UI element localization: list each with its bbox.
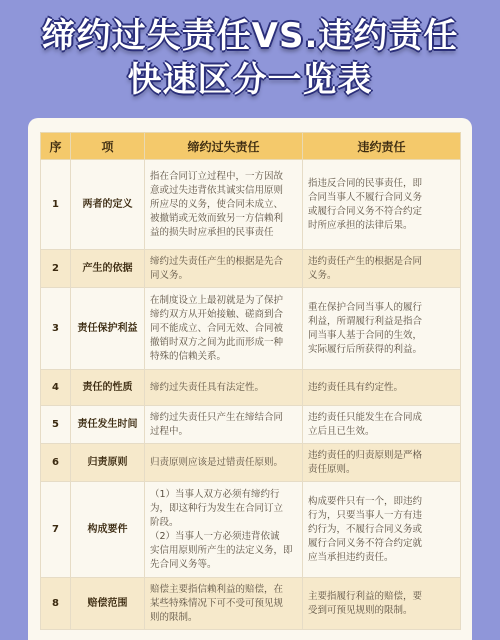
row-item: 产生的依据 [71, 250, 145, 288]
table-row [41, 370, 461, 406]
row-item: 责任保护利益 [71, 288, 145, 370]
row-breach: 指违反合同的民事责任，即 合同当事人不履行合同义务 或履行合同义务不符合约定 时所应承担的法律后果。 [303, 160, 461, 250]
row-item: 赔偿范围 [71, 578, 145, 630]
row-number: 2 [41, 250, 71, 288]
table-row [41, 578, 461, 630]
row-item: 构成要件 [71, 482, 145, 578]
header-pre-contract-liability: 缔约过失责任 [145, 133, 303, 160]
row-pre-contract: 缔约过失责任产生的根据是先合 同义务。 [145, 250, 303, 288]
table-row [41, 444, 461, 482]
row-breach: 违约责任具有约定性。 [303, 370, 461, 406]
table-row [41, 482, 461, 578]
row-pre-contract: 缔约过失责任只产生在缔结合同 过程中。 [145, 406, 303, 444]
row-breach: 主要指履行利益的赔偿，要 受到可预见规则的限制。 [303, 578, 461, 630]
header-item: 项 [71, 133, 145, 160]
row-breach: 违约责任只能发生在合同成 立后且已生效。 [303, 406, 461, 444]
row-pre-contract: 缔约过失责任具有法定性。 [145, 370, 303, 406]
row-number: 4 [41, 370, 71, 406]
row-pre-contract: 归责原则应该是过错责任原则。 [145, 444, 303, 482]
title-line-2: 快速区分一览表 [127, 60, 373, 100]
row-number: 7 [41, 482, 71, 578]
table-row [41, 406, 461, 444]
table-header-row [41, 133, 461, 160]
row-item: 两者的定义 [71, 160, 145, 250]
row-number: 8 [41, 578, 71, 630]
row-item: 责任的性质 [71, 370, 145, 406]
row-pre-contract: 在制度设立上最初就是为了保护 缔约双方从开始接触、磋商到合 同不能成立、合同无效、合同被 撤销时双方之间为此而形成一种 特殊的信赖关系。 [145, 288, 303, 370]
row-number: 1 [41, 160, 71, 250]
title-line-1: 缔约过失责任VS.违约责任 [41, 16, 459, 56]
row-number: 6 [41, 444, 71, 482]
row-number: 5 [41, 406, 71, 444]
row-number: 3 [41, 288, 71, 370]
row-breach: 构成要件只有一个，即违约 行为，只要当事人一方有违 约行为，不履行合同义务或 履行合同义务不符合约定就 应当承担违约责任。 [303, 482, 461, 578]
comparison-card [28, 118, 472, 640]
table-row [41, 288, 461, 370]
table-row [41, 250, 461, 288]
row-item: 责任发生时间 [71, 406, 145, 444]
comparison-table [40, 132, 461, 630]
row-pre-contract: 赔偿主要指信赖利益的赔偿，在 某些特殊情况下可不受可预见规 则的限制。 [145, 578, 303, 630]
row-pre-contract: （1）当事人双方必须有缔约行 为，即这种行为发生在合同订立 阶段。 （2）当事人一方必须违背依诚 实信用原则所产生的法定义务，即 先合同义务等。 [145, 482, 303, 578]
row-pre-contract: 指在合同订立过程中，一方因故 意或过失违背依其诚实信用原则 所应尽的义务，使合同未成立、 被撤销或无效而致另一方信赖利 益的损失时应承担的民事责任 [145, 160, 303, 250]
header-no: 序 [41, 133, 71, 160]
row-breach: 违约责任的归责原则是严格 责任原则。 [303, 444, 461, 482]
row-breach: 重在保护合同当事人的履行 利益，所谓履行利益是指合 同当事人基于合同的生效， 实际履行后所获得的利益。 [303, 288, 461, 370]
row-breach: 违约责任产生的根据是合同 义务。 [303, 250, 461, 288]
page-title [0, 14, 500, 102]
header-breach-liability: 违约责任 [303, 133, 461, 160]
table-row [41, 160, 461, 250]
row-item: 归责原则 [71, 444, 145, 482]
